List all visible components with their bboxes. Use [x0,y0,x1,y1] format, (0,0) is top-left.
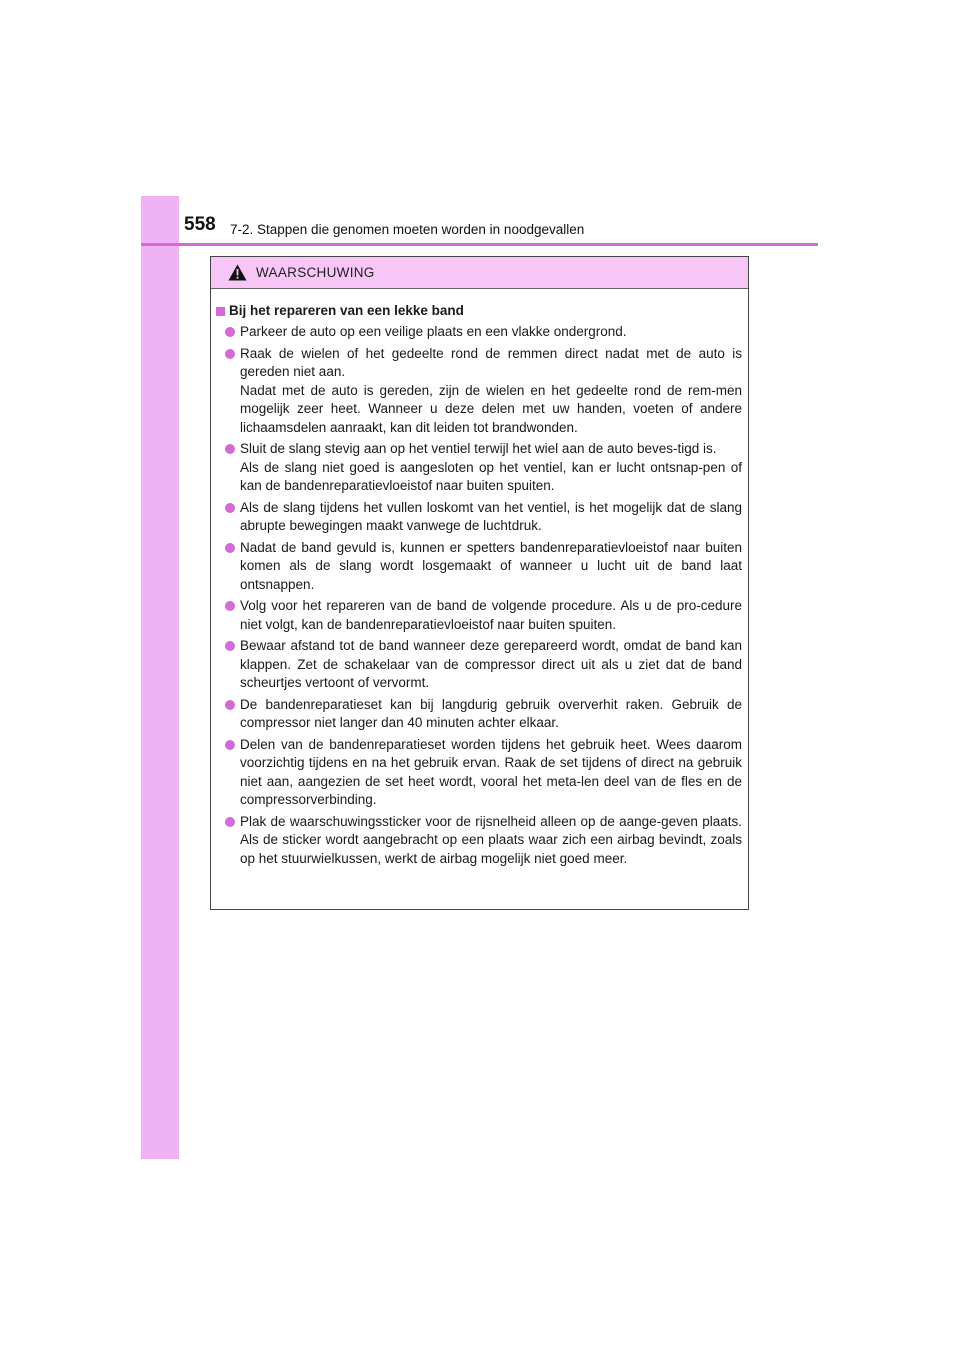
bullet-icon [225,601,235,611]
bullet-icon [225,503,235,513]
list-item [216,345,742,438]
list-item-text: Plak de waarschuwingssticker voor de rijsnelheid alleen op de aange-geven plaats. Als de sticker wordt aangebracht op een plaats waar zich een airbag bevindt, zoals op het stuurwielkussen, werkt de airbag mogelijk niet goed meer. [240,813,742,866]
list-item [216,597,742,634]
bullet-icon [225,444,235,454]
list-item-text: Sluit de slang stevig aan op het ventiel terwijl het wiel aan de auto beves-tigd is. Als de slang niet goed is aangesloten op het ventiel, kan er lucht ontsnap-pen of kan de bandenreparatievloeistof naar buiten spuiten. [240,441,742,493]
square-bullet-icon [216,307,225,316]
list-item-text: Volg voor het repareren van de band de volgende procedure. Als u de pro-cedure niet volgt, kan de bandenreparatievloeistof naar buiten spuiten. [240,598,742,632]
header-rule [141,243,818,246]
list-item [216,637,742,693]
list-item-text: De bandenreparatieset kan bij langdurig gebruik oververhit raken. Gebruik de compressor niet langer dan 40 minuten achter elkaar. [240,696,742,730]
bullet-icon [225,543,235,553]
list-item [216,440,742,496]
warning-triangle-icon [228,264,247,281]
page-number: 558 [184,214,216,235]
list-item-text: Parkeer de auto op een veilige plaats en een vlakke ondergrond. [240,324,627,339]
list-item [216,736,742,810]
bullet-icon [225,349,235,359]
warning-title: WAARSCHUWING [256,265,375,280]
warning-body [211,289,748,868]
list-item [216,323,742,342]
list-item-text: Raak de wielen of het gedeelte rond de remmen direct nadat met de auto is gereden niet aan. Nadat met de auto is gereden, zijn de wielen en het gedeelte rond de rem-men mogelijk zeer heet. Wanneer u deze delen met uw handen, voeten of andere lichaamsdelen aanraakt, kan dit leiden tot brandwonden. [240,345,742,435]
warning-box [210,256,749,910]
list-item [216,696,742,733]
bullet-icon [225,700,235,710]
bullet-icon [225,817,235,827]
list-item-text: Delen van de bandenreparatieset worden tijdens het gebruik heet. Wees daarom voorzichtig tijdens en na het gebruik ervan. Raak de set tijdens of direct na gebruik niet aan, aangezien de set heet wordt, vooral het meta-len deel van de fles en de compressorverbinding. [240,736,742,807]
section-title: 7-2. Stappen die genomen moeten worden in noodgevallen [230,222,585,237]
chapter-side-band [141,196,179,1159]
warning-header [211,257,748,289]
list-item [216,539,742,595]
bullet-icon [225,641,235,651]
list-item [216,813,742,869]
subheading-text: Bij het repareren van een lekke band [229,303,464,318]
warning-subheading [216,302,742,320]
bullet-icon [225,740,235,750]
list-item [216,499,742,536]
list-item-text: Als de slang tijdens het vullen loskomt van het ventiel, is het mogelijk dat de slang abrupte bewegingen maakt vanwege de luchtdruk. [240,499,742,533]
bullet-icon [225,327,235,337]
list-item-text: Bewaar afstand tot de band wanneer deze gerepareerd wordt, omdat de band kan klappen. Zet de schakelaar van de compressor direct uit als u ziet dat de band scheurtjes vertoont of vervormt. [240,638,742,690]
list-item-text: Nadat de band gevuld is, kunnen er spetters bandenreparatievloeistof naar buiten komen als de slang wordt losgemaakt of wanneer u lucht uit de band laat ontsnappen. [240,539,742,592]
